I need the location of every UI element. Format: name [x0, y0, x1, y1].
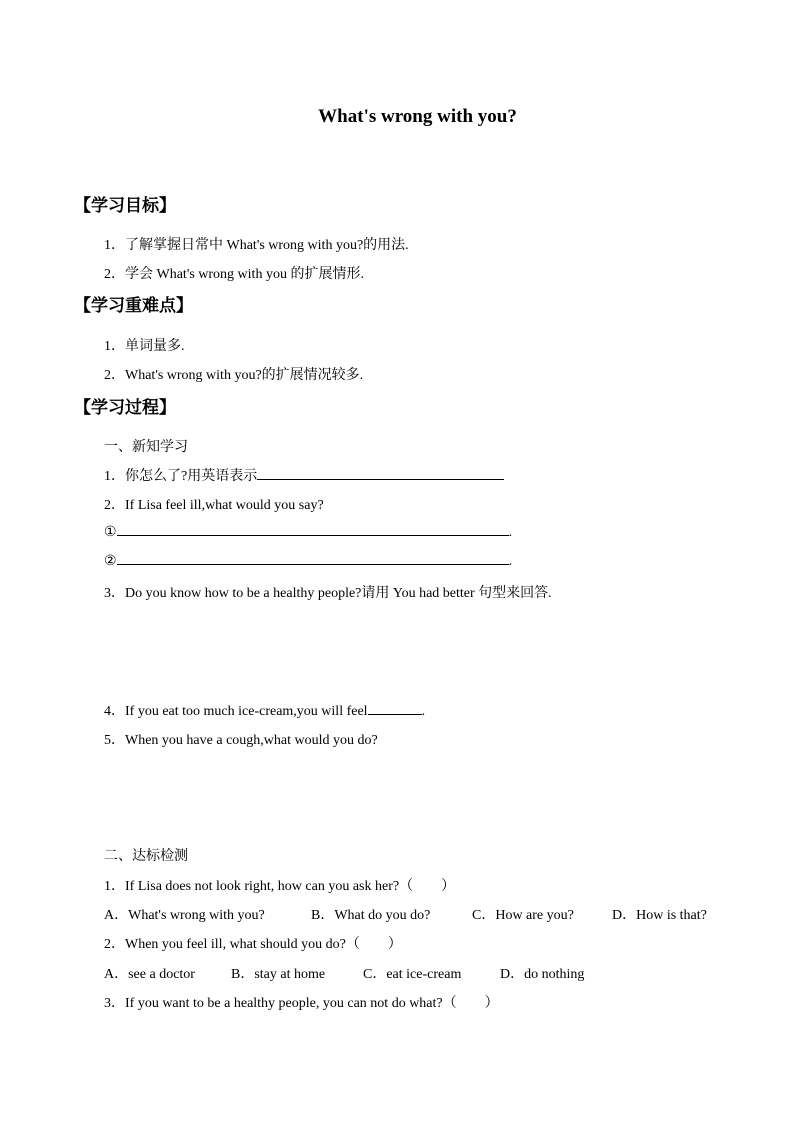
circled-number-marker: ① [104, 525, 117, 540]
question-text: 4．If you eat too much ice-cream,you will feel [104, 704, 368, 719]
answer-blank[interactable] [257, 467, 504, 480]
part1-question-5: 5．When you have a cough,what would you do? [104, 733, 378, 748]
part1-question-1 [104, 465, 504, 485]
key-point-item-1: 1．单词量多. [104, 339, 185, 354]
part2-heading: 二、达标检测 [104, 848, 188, 864]
part2-question-2: 2．When you feel ill, what should you do?（ ） [104, 937, 402, 952]
section-heading-objectives: 【学习目标】 [74, 196, 176, 216]
period: . [508, 554, 513, 569]
answer-blank[interactable] [117, 523, 509, 536]
objective-item-1: 1．了解掌握日常中 What's wrong with you?的用法. [104, 238, 409, 253]
answer-line-b [104, 552, 512, 570]
option-d[interactable]: D．How is that? [612, 908, 707, 923]
part1-question-4 [104, 700, 425, 720]
section-heading-key-points: 【学习重难点】 [74, 296, 193, 316]
part1-heading: 一、新知学习 [104, 439, 188, 455]
option-d[interactable]: D．do nothing [500, 967, 585, 982]
key-point-item-2: 2．What's wrong with you?的扩展情况较多. [104, 368, 364, 383]
option-c[interactable]: C．eat ice-cream [363, 967, 462, 982]
part1-question-3: 3．Do you know how to be a healthy people?请用 You had better 句型来回答. [104, 586, 552, 601]
option-b[interactable]: B．stay at home [231, 967, 326, 982]
page-title: What's wrong with you? [318, 106, 517, 127]
answer-blank[interactable] [368, 702, 422, 715]
part2-question-3: 3．If you want to be a healthy people, you can not do what?（ ） [104, 996, 499, 1011]
objective-item-2: 2．学会 What's wrong with you 的扩展情形. [104, 267, 364, 282]
period: . [508, 525, 513, 540]
section-heading-process: 【学习过程】 [74, 398, 176, 418]
period: . [421, 704, 426, 719]
answer-line-a [104, 523, 512, 541]
question-text: 1．你怎么了?用英语表示 [104, 469, 258, 484]
option-a[interactable]: A．see a doctor [104, 967, 195, 982]
answer-blank[interactable] [117, 552, 509, 565]
circled-number-marker: ② [104, 554, 117, 569]
option-c[interactable]: C．How are you? [472, 908, 574, 923]
part2-question-1: 1．If Lisa does not look right, how can you ask her?（ ） [104, 879, 456, 894]
part1-question-2: 2．If Lisa feel ill,what would you say? [104, 498, 324, 513]
option-b[interactable]: B．What do you do? [311, 908, 431, 923]
option-a[interactable]: A．What's wrong with you? [104, 908, 265, 923]
